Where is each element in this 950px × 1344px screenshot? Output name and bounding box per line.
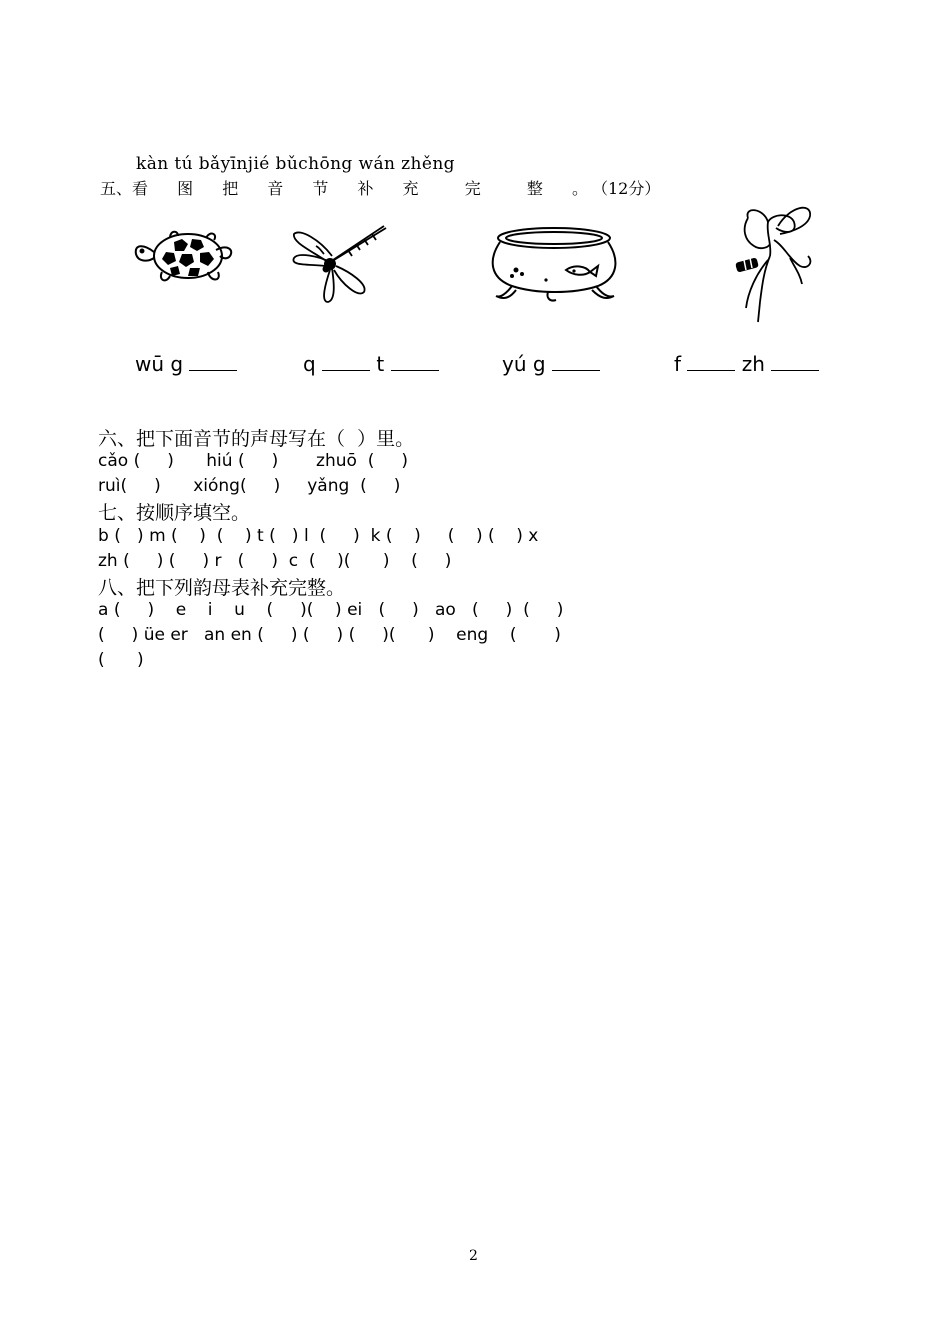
kite-picture: [728, 204, 820, 326]
answer-dragonfly-text-b: t: [376, 352, 385, 376]
section8-heading: 八、把下列韵母表补充完整。: [98, 577, 346, 599]
section8-row1: a ( ) e i u ( )( ) ei ( ) ao ( ) ( ): [98, 600, 564, 620]
answer-turtle-text: wū g: [135, 352, 184, 376]
answer-fishbowl-blank[interactable]: [552, 352, 600, 371]
section5-pinyin: kàn tú bǎyīnjié bǔchōng wán zhěng: [136, 154, 455, 174]
section8-row2: ( ) üe er an en ( ) ( ) ( )( ) eng ( ): [98, 625, 561, 645]
answer-fishbowl-text: yú g: [502, 352, 546, 376]
section6-row2: ruì( ) xióng( ) yǎng ( ): [98, 476, 401, 496]
answer-dragonfly-blank-b[interactable]: [391, 352, 439, 371]
section5-score: （12分）: [599, 179, 661, 198]
answer-kite-text-a: f: [674, 352, 682, 376]
fishbowl-picture: [486, 224, 622, 304]
section5-title: [100, 176, 660, 199]
section5-instruction: 看 图 把 音 节 补 充 完 整 。: [132, 179, 600, 198]
section7-heading: 七、按顺序填空。: [98, 502, 251, 524]
answer-dragonfly: [303, 352, 439, 376]
section5-number: 五、: [100, 179, 133, 198]
answer-kite-blank-b[interactable]: [771, 352, 819, 371]
answer-kite-text-b: zh: [741, 352, 765, 376]
answer-dragonfly-blank-a[interactable]: [322, 352, 370, 371]
answer-turtle-blank[interactable]: [189, 352, 237, 371]
section8-row3: ( ): [98, 650, 144, 670]
answer-dragonfly-text-a: q: [303, 352, 316, 376]
section6-heading: 六、把下面音节的声母写在（ ）里。: [98, 428, 415, 450]
dragonfly-picture: [290, 222, 390, 306]
turtle-picture: [130, 222, 240, 290]
page-number: 2: [469, 1248, 478, 1264]
section6-row1: cǎo ( ) hiú ( ) zhuō ( ): [98, 451, 409, 471]
answer-kite-blank-a[interactable]: [687, 352, 735, 371]
answer-fishbowl: [502, 352, 600, 376]
answer-kite: [674, 352, 819, 376]
section7-row1: b ( ) m ( ) ( ) t ( ) l ( ) k ( ) ( ) ( ) x: [98, 526, 539, 546]
section7-row2: zh ( ) ( ) r ( ) c ( )( ) ( ): [98, 551, 452, 571]
answer-turtle: [135, 352, 237, 376]
